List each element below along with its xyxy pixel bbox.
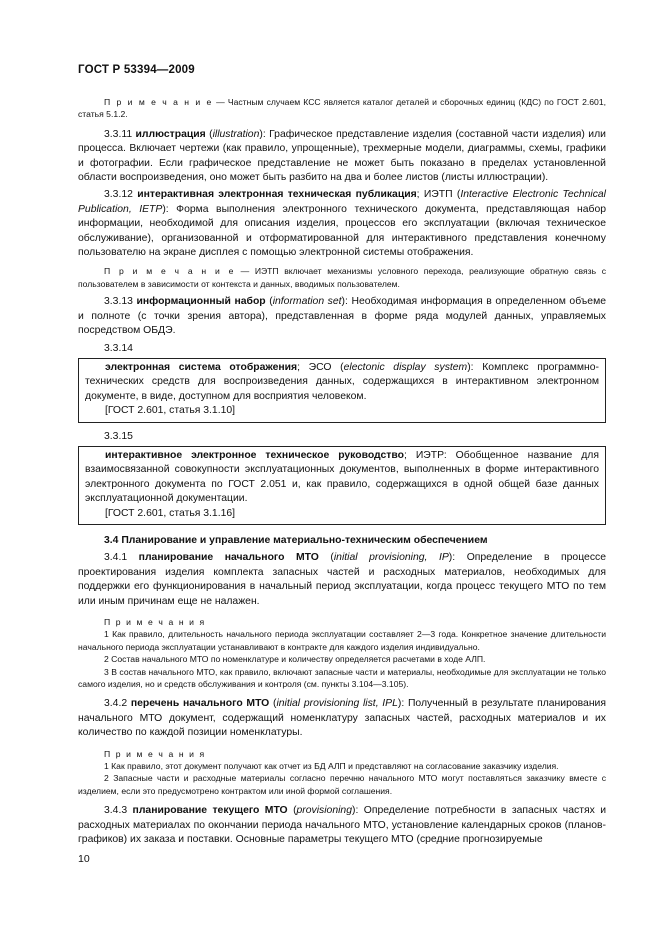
- term-title: планирование начального МТО: [138, 552, 319, 564]
- term-definition: ; ИЭТР: Обобщенное название для взаимосвязанной совокупности эксплуатационных документов, выполненных в форме интерактивного электронного документа по ГОСТ 2.051 и, как правило, содержащихся в одной общей базе данных эксплуатационной документации.: [85, 449, 599, 505]
- term-number: 3.4.3: [104, 805, 133, 817]
- note-label: П р и м е ч а н и е: [104, 266, 235, 277]
- term-punct: (: [269, 698, 277, 710]
- term-english: information set: [272, 296, 342, 308]
- page-header: ГОСТ Р 53394—2009: [78, 64, 195, 76]
- term-english: initial provisioning list, IPL: [276, 698, 398, 710]
- term-title: интерактивная электронная техническая публикация: [137, 189, 417, 201]
- section-heading-3-4: 3.4 Планирование и управление материально-техническим обеспечением: [104, 534, 488, 546]
- note-kss: [78, 96, 606, 121]
- term-english: initial provisioning, IP: [333, 552, 449, 564]
- note-item: 2 Состав начального МТО по номенклатуре и количеству определяется расчетами в ходе АЛП.: [104, 654, 486, 665]
- term-definition: ): Графическое представление изделия (составной части изделия) или процесса. Включает чертежи (как правило, упрощенные), трехмерные модели, диаграммы, схемы, графики и фотографии. Если графическое представление не может быть показано в пределах установленной области воспроизведения, оно может быть разбито на два и более листов (листы иллюстрации).: [78, 128, 606, 184]
- note-item: 1 Как правило, этот документ получают как отчет из БД АЛП и представляют на согласование заказчику изделия.: [104, 761, 559, 772]
- term-title: электронная система отображения: [105, 361, 298, 373]
- term-definition: ): Необходимая информация в определенном объеме и полноте (с точки зрения автора), представленная в форме ряда модулей данных, управляемых посредством ОБДЭ.: [78, 296, 606, 337]
- term-number: 3.3.11: [104, 128, 136, 140]
- term-punct: (: [205, 128, 213, 140]
- term-title: планирование текущего МТО: [132, 805, 288, 817]
- note-item: 2 Запасные части и расходные материалы согласно перечню начального МТО могут поставляться заказчику вместе с изделием, если это предусмотрено контрактом или иной формой соглашения.: [78, 773, 606, 796]
- term-box-3-3-15: [78, 446, 606, 525]
- term-definition: ): Полученный в результате планирования начального МТО документ, содержащий номенклатуру запасных частей, расходных материалов и их количество по каждой позиции номенклатуры.: [78, 698, 606, 739]
- term-title: информационный набор: [136, 296, 266, 308]
- note-text: — ИЭТП включает механизмы условного перехода, реализующие обратную связь с пользователем в зависимости от контекста и данных, вводимых пользователем.: [78, 266, 606, 289]
- term-title: интерактивное электронное техническое руководство: [105, 449, 404, 461]
- term-number: 3.4.2: [104, 698, 131, 710]
- term-punct: (: [265, 296, 273, 308]
- term-3-3-12: [78, 188, 606, 260]
- term-title: иллюстрация: [135, 128, 206, 140]
- term-3-4-2: [78, 697, 606, 740]
- note-label: П р и м е ч а н и е: [104, 97, 213, 107]
- term-number: 3.3.13: [104, 296, 137, 308]
- term-3-4-1: [78, 551, 606, 609]
- term-3-3-13: [78, 295, 606, 338]
- term-english: electonic display system: [343, 361, 468, 373]
- term-punct: (: [287, 805, 297, 817]
- term-punct: (: [318, 552, 334, 564]
- term-abbrev: ; ИЭТП (: [416, 189, 461, 201]
- term-3-4-3: [78, 804, 606, 847]
- note-item: 3 В состав начального МТО, как правило, включают запасные части и материалы, необходимые для эксплуатации не только самого изделия, но и средств обслуживания и контроля (см. пункты 3.104—3.105).: [78, 666, 606, 690]
- term-3-3-15: [85, 449, 599, 507]
- note-ietp: [78, 265, 606, 290]
- term-definition: ): Определение в процессе проектирования изделия комплекта запасных частей и расходных материалов, необходимых для поддержки его функционирования в начальный период эксплуатации, когда процесс текущего МТО по тем или иным причинам еще не налажен.: [78, 552, 606, 607]
- term-number-3-3-15: 3.3.15: [104, 430, 133, 442]
- term-reference: [ГОСТ 2.601, статья 3.1.16]: [105, 507, 236, 519]
- term-english: provisioning: [296, 805, 352, 817]
- term-number: 3.4.1: [104, 552, 139, 564]
- term-definition: ): Определение потребности в запасных частях и расходных материалах по окончании периода начального МТО, установление календарных сроков (планов-графиков) их заказа и поставки. Основные параметры текущего МТО (средние прогнозируемые: [78, 805, 607, 846]
- term-english: Interactive Electronic Technical Publication, IETP: [78, 189, 606, 215]
- note-text: — Частным случаем КСС является каталог деталей и сборочных единиц (КДС) по ГОСТ 2.601, статья 5.1.2.: [78, 97, 606, 120]
- page-number: 10: [78, 853, 90, 865]
- term-3-3-14: [85, 361, 599, 404]
- term-number-3-3-14: 3.3.14: [104, 342, 133, 354]
- note-item: 1 Как правило, длительность начального периода эксплуатации составляет 2—3 года. Конкретное значение длительности начального периода эксплуатации устанавливают в контракте для каждого изделия индивидуально.: [78, 629, 606, 652]
- term-box-3-3-14: [78, 358, 606, 423]
- page-content: [78, 96, 606, 848]
- notes-label: П р и м е ч а н и я: [104, 617, 206, 627]
- term-reference: [ГОСТ 2.601, статья 3.1.10]: [105, 405, 236, 417]
- term-definition: ): Комплекс программно-технических средств для воспроизведения данных, содержащихся в интерактивном электронном документе, в виде, доступном для восприятия человеком.: [85, 361, 599, 402]
- notes-label: П р и м е ч а н и я: [104, 748, 206, 759]
- term-definition: ): Форма выполнения электронного технического документа, представляющая набор информации, необходимой для описания изделия, процессов его эксплуатации (включая техническое обслуживание), организованной и отформатированной для интерактивного представления конечному пользователю на экране дисплея с помощью электронной системы отображения.: [78, 203, 607, 259]
- term-3-3-11: [78, 128, 606, 186]
- term-number: 3.3.12: [104, 189, 138, 201]
- term-title: перечень начального МТО: [130, 698, 270, 710]
- term-abbrev: ; ЭСО (: [297, 361, 344, 373]
- term-english: illustration: [212, 128, 260, 140]
